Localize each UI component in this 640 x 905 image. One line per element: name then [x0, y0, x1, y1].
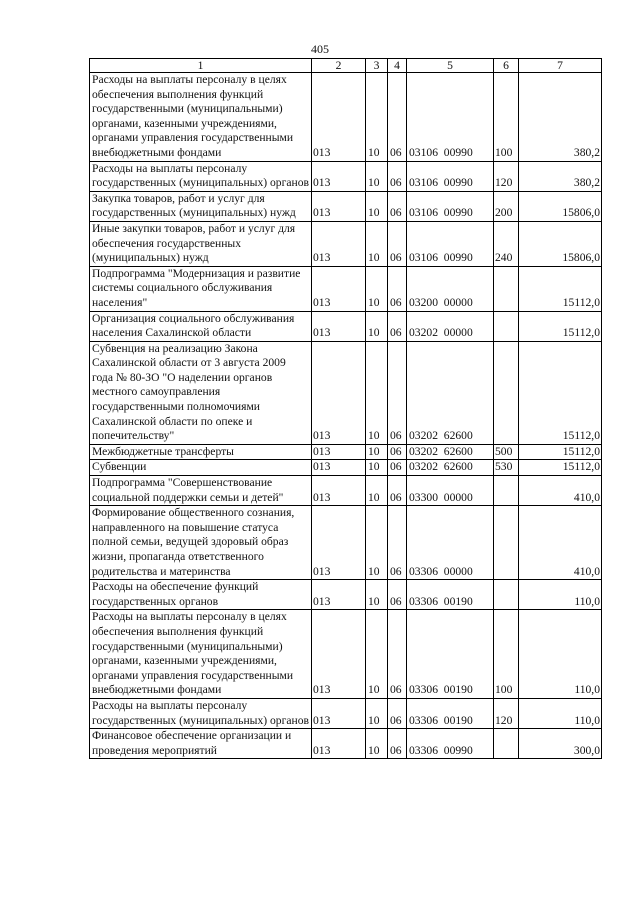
header-cell: 1	[90, 59, 312, 73]
section-cell: 10	[366, 266, 388, 311]
amount-cell: 15806,0	[519, 191, 602, 221]
header-row	[90, 59, 602, 73]
expense-name-cell: Расходы на выплаты персоналу государственных (муниципальных) органов	[90, 161, 312, 191]
amount-cell: 15112,0	[519, 311, 602, 341]
subsection-cell: 06	[388, 506, 407, 580]
expense-type-cell: 120	[494, 161, 519, 191]
expense-name-cell: Расходы на выплаты персоналу государственных (муниципальных) органов	[90, 698, 312, 728]
subsection-cell: 06	[388, 460, 407, 476]
section-cell: 10	[366, 698, 388, 728]
target-article-cell: 03106 00990	[407, 73, 494, 162]
ministry-code-cell: 013	[312, 444, 366, 460]
ministry-code-cell: 013	[312, 73, 366, 162]
target-article-cell: 03306 00190	[407, 580, 494, 610]
amount-cell: 15112,0	[519, 460, 602, 476]
expense-name-cell: Субвенции	[90, 460, 312, 476]
header-cell: 3	[366, 59, 388, 73]
amount-cell: 110,0	[519, 610, 602, 699]
expense-name-cell: Финансовое обеспечение организации и проведения мероприятий	[90, 729, 312, 759]
table-row	[90, 266, 602, 311]
subsection-cell: 06	[388, 311, 407, 341]
ministry-code-cell: 013	[312, 460, 366, 476]
header-cell: 6	[494, 59, 519, 73]
budget-table	[89, 58, 602, 759]
expense-name-cell: Расходы на выплаты персоналу в целях обеспечения выполнения функций государственными (муниципальными) органами, казенными учреждениями, органами управления государственными внебюджетными фондами	[90, 610, 312, 699]
ministry-code-cell: 013	[312, 161, 366, 191]
expense-type-cell: 240	[494, 221, 519, 266]
section-cell: 10	[366, 73, 388, 162]
section-cell: 10	[366, 161, 388, 191]
expense-type-cell: 120	[494, 698, 519, 728]
table-row	[90, 460, 602, 476]
subsection-cell: 06	[388, 341, 407, 444]
target-article-cell: 03106 00990	[407, 161, 494, 191]
amount-cell: 15112,0	[519, 341, 602, 444]
table-row	[90, 476, 602, 506]
table-row	[90, 610, 602, 699]
target-article-cell: 03202 62600	[407, 460, 494, 476]
expense-type-cell	[494, 580, 519, 610]
subsection-cell: 06	[388, 580, 407, 610]
expense-type-cell	[494, 311, 519, 341]
subsection-cell: 06	[388, 73, 407, 162]
section-cell: 10	[366, 729, 388, 759]
subsection-cell: 06	[388, 729, 407, 759]
section-cell: 10	[366, 506, 388, 580]
section-cell: 10	[366, 460, 388, 476]
subsection-cell: 06	[388, 221, 407, 266]
expense-name-cell: Формирование общественного сознания, направленного на повышение статуса полной семьи, ведущей здоровый образ жизни, пропаганда ответственного родительства и материнства	[90, 506, 312, 580]
amount-cell: 300,0	[519, 729, 602, 759]
expense-type-cell	[494, 506, 519, 580]
subsection-cell: 06	[388, 191, 407, 221]
expense-name-cell: Расходы на выплаты персоналу в целях обеспечения выполнения функций государственными (муниципальными) органами, казенными учреждениями, органами управления государственными внебюджетными фондами	[90, 73, 312, 162]
section-cell: 10	[366, 311, 388, 341]
target-article-cell: 03202 62600	[407, 444, 494, 460]
amount-cell: 15112,0	[519, 444, 602, 460]
amount-cell: 110,0	[519, 580, 602, 610]
ministry-code-cell: 013	[312, 221, 366, 266]
expense-type-cell: 100	[494, 610, 519, 699]
amount-cell: 380,2	[519, 73, 602, 162]
expense-type-cell	[494, 729, 519, 759]
target-article-cell: 03306 00190	[407, 610, 494, 699]
section-cell: 10	[366, 444, 388, 460]
amount-cell: 410,0	[519, 476, 602, 506]
target-article-cell: 03202 00000	[407, 311, 494, 341]
target-article-cell: 03306 00990	[407, 729, 494, 759]
section-cell: 10	[366, 610, 388, 699]
section-cell: 10	[366, 476, 388, 506]
expense-name-cell: Межбюджетные трансферты	[90, 444, 312, 460]
expense-name-cell: Расходы на обеспечение функций государственных органов	[90, 580, 312, 610]
table-row	[90, 341, 602, 444]
subsection-cell: 06	[388, 698, 407, 728]
expense-type-cell: 500	[494, 444, 519, 460]
table-row	[90, 161, 602, 191]
target-article-cell: 03106 00990	[407, 191, 494, 221]
table-row	[90, 311, 602, 341]
header-cell: 7	[519, 59, 602, 73]
table-row	[90, 444, 602, 460]
amount-cell: 15806,0	[519, 221, 602, 266]
table-row	[90, 729, 602, 759]
expense-type-cell	[494, 476, 519, 506]
section-cell: 10	[366, 341, 388, 444]
expense-name-cell: Организация социального обслуживания населения Сахалинской области	[90, 311, 312, 341]
expense-name-cell: Подпрограмма "Модернизация и развитие системы социального обслуживания населения"	[90, 266, 312, 311]
expense-name-cell: Подпрограмма "Совершенствование социальной поддержки семьи и детей"	[90, 476, 312, 506]
subsection-cell: 06	[388, 266, 407, 311]
target-article-cell: 03306 00190	[407, 698, 494, 728]
header-cell: 2	[312, 59, 366, 73]
table-row	[90, 580, 602, 610]
amount-cell: 110,0	[519, 698, 602, 728]
header-cell: 5	[407, 59, 494, 73]
expense-name-cell: Субвенция на реализацию Закона Сахалинской области от 3 августа 2009 года № 80-ЗО "О наделении органов местного самоуправления государственными полномочиями Сахалинской области по опеке и попечительству"	[90, 341, 312, 444]
table-row	[90, 191, 602, 221]
subsection-cell: 06	[388, 444, 407, 460]
target-article-cell: 03200 00000	[407, 266, 494, 311]
section-cell: 10	[366, 191, 388, 221]
ministry-code-cell: 013	[312, 610, 366, 699]
table-row	[90, 221, 602, 266]
page-number: 405	[311, 42, 329, 56]
ministry-code-cell: 013	[312, 729, 366, 759]
amount-cell: 380,2	[519, 161, 602, 191]
ministry-code-cell: 013	[312, 266, 366, 311]
table-row	[90, 73, 602, 162]
ministry-code-cell: 013	[312, 580, 366, 610]
target-article-cell: 03202 62600	[407, 341, 494, 444]
expense-name-cell: Закупка товаров, работ и услуг для государственных (муниципальных) нужд	[90, 191, 312, 221]
ministry-code-cell: 013	[312, 311, 366, 341]
table-row	[90, 506, 602, 580]
expense-name-cell: Иные закупки товаров, работ и услуг для обеспечения государственных (муниципальных) нужд	[90, 221, 312, 266]
target-article-cell: 03300 00000	[407, 476, 494, 506]
ministry-code-cell: 013	[312, 341, 366, 444]
amount-cell: 15112,0	[519, 266, 602, 311]
section-cell: 10	[366, 580, 388, 610]
expense-type-cell: 530	[494, 460, 519, 476]
header-cell: 4	[388, 59, 407, 73]
section-cell: 10	[366, 221, 388, 266]
ministry-code-cell: 013	[312, 476, 366, 506]
expense-type-cell: 100	[494, 73, 519, 162]
expense-type-cell	[494, 341, 519, 444]
target-article-cell: 03306 00000	[407, 506, 494, 580]
table-row	[90, 698, 602, 728]
amount-cell: 410,0	[519, 506, 602, 580]
subsection-cell: 06	[388, 161, 407, 191]
target-article-cell: 03106 00990	[407, 221, 494, 266]
ministry-code-cell: 013	[312, 698, 366, 728]
subsection-cell: 06	[388, 476, 407, 506]
expense-type-cell: 200	[494, 191, 519, 221]
expense-type-cell	[494, 266, 519, 311]
subsection-cell: 06	[388, 610, 407, 699]
ministry-code-cell: 013	[312, 506, 366, 580]
ministry-code-cell: 013	[312, 191, 366, 221]
